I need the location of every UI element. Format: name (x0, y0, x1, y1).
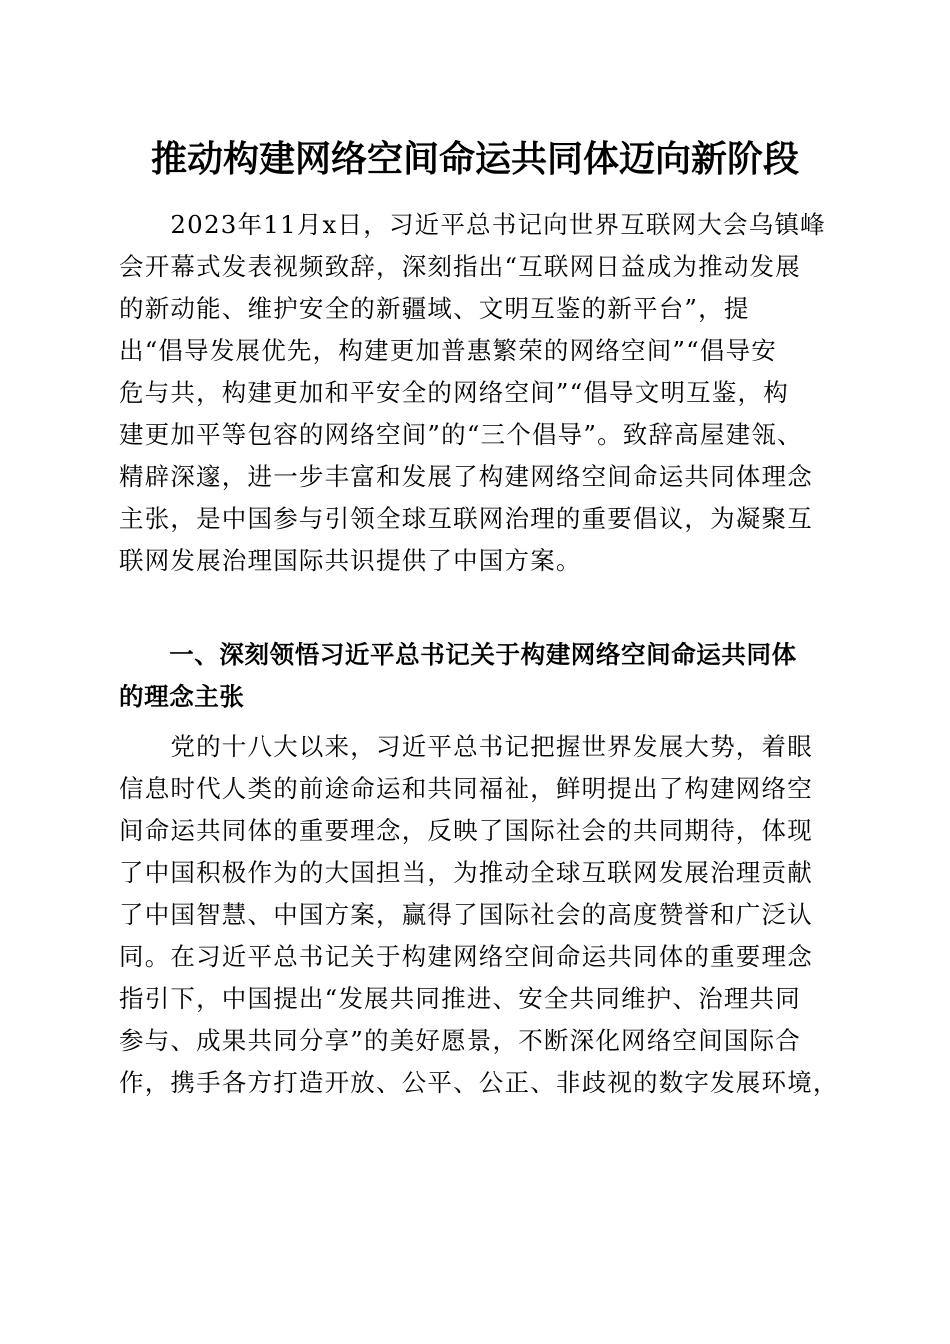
heading-line: 的理念主张 (119, 682, 245, 711)
text-line: 参与、成果共同分享”的美好愿景，不断深化网络空间国际合 (119, 1026, 801, 1055)
text-line: 联网发展治理国际共识提供了中国方案。 (119, 546, 582, 575)
heading-line: 一、深刻领悟习近平总书记关于构建网络空间命运共同体 (119, 640, 797, 669)
text-line: 会开幕式发表视频致辞，深刻指出“互联网日益成为推动发展 (119, 252, 801, 281)
text-line: 作，携手各方打造开放、公平、公正、非歧视的数字发展环境， (119, 1068, 839, 1097)
text-line: 间命运共同体的重要理念，反映了国际社会的共同期待，体现 (119, 816, 813, 845)
text-line: 了中国智慧、中国方案，赢得了国际社会的高度赞誉和广泛认 (119, 900, 813, 929)
text-line: 了中国积极作为的大国担当，为推动全球互联网发展治理贡献 (119, 858, 813, 887)
text-line: 的新动能、维护安全的新疆域、文明互鉴的新平台”，提 (119, 294, 750, 323)
text-line: 党的十八大以来，习近平总书记把握世界发展大势，着眼 (119, 732, 813, 761)
text-line: 同。在习近平总书记关于构建网络空间命运共同体的重要理念 (119, 942, 813, 971)
text-line: 危与共，构建更加和平安全的网络空间”“倡导文明互鉴，构 (119, 378, 789, 407)
text-line: 2023年11月x日，习近平总书记向世界互联网大会乌镇峰 (119, 210, 826, 239)
text-line: 出“倡导发展优先，构建更加普惠繁荣的网络空间”“倡导安 (119, 336, 777, 365)
document-title: 推动构建网络空间命运共同体迈向新阶段 (150, 138, 799, 180)
text-line: 信息时代人类的前途命运和共同福祉，鲜明提出了构建网络空 (119, 774, 813, 803)
text-line: 主张，是中国参与引领全球互联网治理的重要倡议，为凝聚互 (119, 504, 813, 533)
text-line: 建更加平等包容的网络空间”的“三个倡导”。致辞高屋建瓴、 (119, 420, 803, 449)
text-line: 精辟深邃，进一步丰富和发展了构建网络空间命运共同体理念 (119, 462, 813, 491)
text-line: 指引下，中国提出“发展共同推进、安全共同维护、治理共同 (119, 984, 801, 1013)
